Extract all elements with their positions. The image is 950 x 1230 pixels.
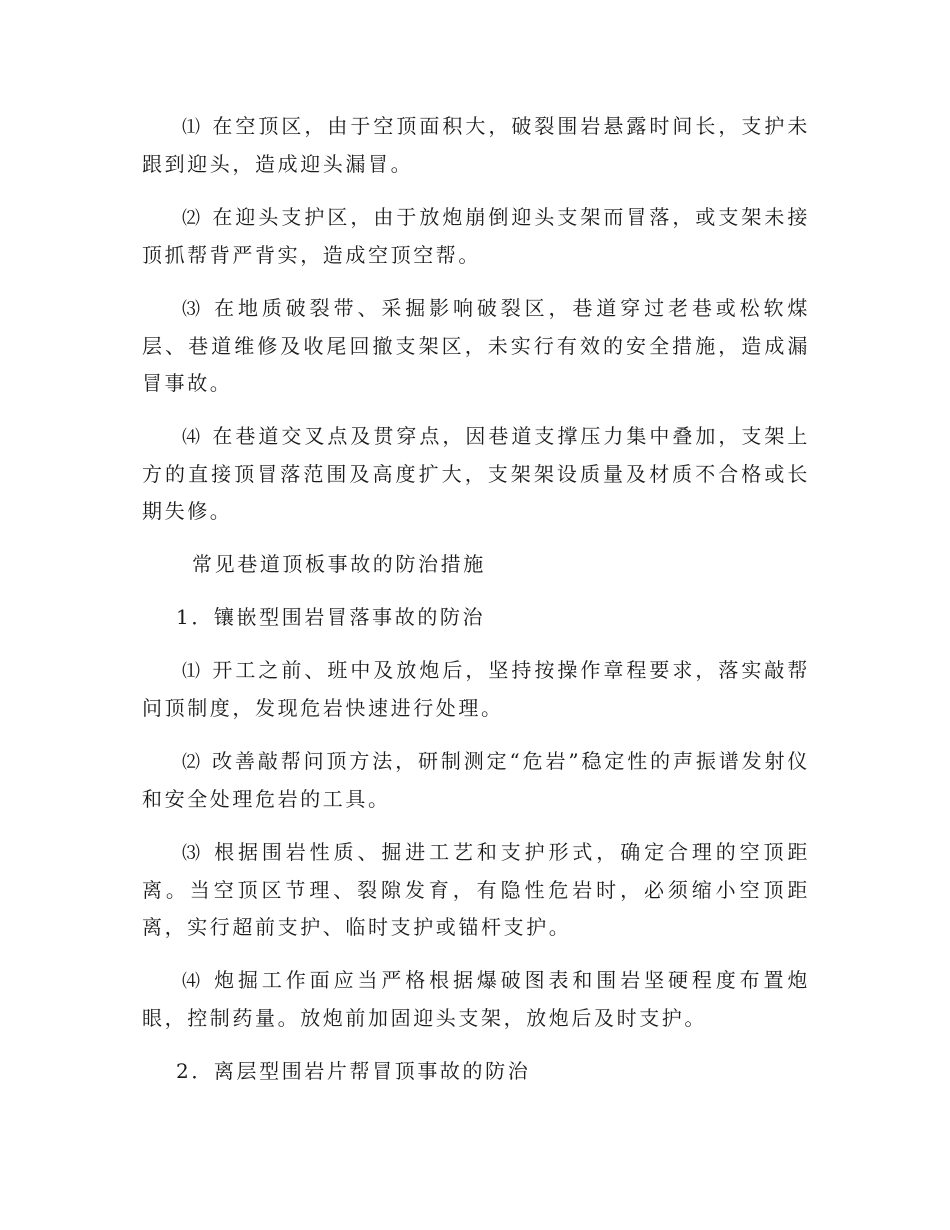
paragraph-2 [142,199,810,274]
paragraph-6 [142,743,810,818]
paragraph-text: 在巷道交叉点及贯穿点，因巷道支撑压力集中叠加，支架上方的直接顶冒落范围及高度扩大，支架架设质量及材质不合格或长期失修。 [142,424,810,523]
paragraph-7 [142,834,810,946]
paragraph-text: 在地质破裂带、采掘影响破裂区，巷道穿过老巷或松软煤层、巷道维修及收尾回撤支架区，未实行有效的安全措施，造成漏冒事故。 [142,296,810,395]
paragraph-text: 在空顶区，由于空顶面积大，破裂围岩悬露时间长，支护未跟到迎头，造成迎头漏冒。 [142,114,810,176]
item-number: ⑴ [182,117,204,138]
paragraph-text: 在迎头支护区，由于放炮崩倒迎头支架而冒落，或支架未接顶抓帮背严背实，造成空顶空帮。 [142,205,810,267]
paragraph-text: 根据围岩性质、掘进工艺和支护形式，确定合理的空顶距离。当空顶区节理、裂隙发育，有隐性危岩时，必须缩小空顶距离，实行超前支护、临时支护或锚杆支护。 [142,840,810,939]
item-number: ⑷ [182,427,204,448]
paragraph-3 [142,290,810,402]
paragraph-5 [142,652,810,727]
paragraph-text: 改善敲帮问顶方法，研制测定“危岩”稳定性的声振谱发射仪和安全处理危岩的工具。 [142,749,811,811]
section-title: 常见巷道顶板事故的防治措施 [192,552,486,576]
item-number: ⑶ [182,843,204,864]
item-number: ⑵ [182,208,204,229]
subsection-title-2: 2．离层型围岩片帮冒顶事故的防治 [176,1059,531,1083]
paragraph-8 [142,962,810,1037]
item-number: ⑵ [182,752,203,773]
subsection-title-1: 1．镶嵌型围岩冒落事故的防治 [176,605,486,629]
item-number: ⑶ [182,299,204,320]
paragraph-text: 炮掘工作面应当严格根据爆破图表和围岩坚硬程度布置炮眼，控制药量。放炮前加固迎头支架，放炮后及时支护。 [142,968,810,1030]
paragraph-4 [142,418,810,530]
paragraph-1 [142,108,810,183]
paragraph-text: 开工之前、班中及放炮后，坚持按操作章程要求，落实敲帮问顶制度，发现危岩快速进行处理。 [142,658,810,720]
item-number: ⑷ [182,971,204,992]
item-number: ⑴ [182,661,204,682]
document-body [142,108,810,1106]
